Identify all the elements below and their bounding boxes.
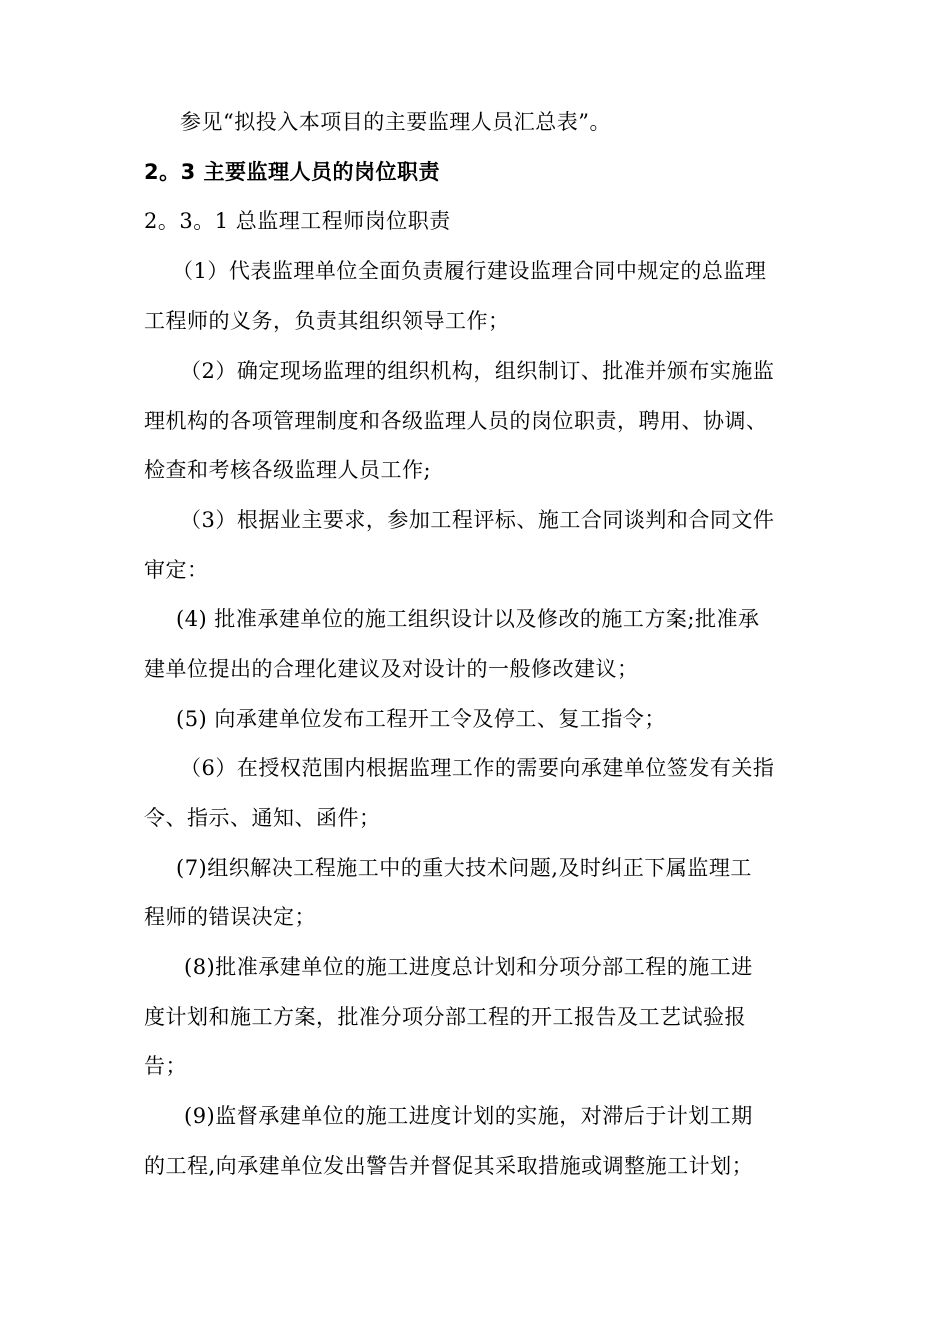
paragraph-3-line-2: 审定： [144, 558, 209, 582]
paragraph-9-line-1: (9)监督承建单位的施工进度计划的实施，对滞后于计划工期 [184, 1104, 753, 1128]
paragraph-5-line-1: (5) 向承建单位发布工程开工令及停工、复工指令； [176, 707, 666, 731]
paragraph-8-line-3: 告； [144, 1054, 187, 1078]
paragraph-8-line-1: (8)批准承建单位的施工进度总计划和分项分部工程的施工进 [184, 955, 753, 979]
paragraph-1-line-1: （1）代表监理单位全面负责履行建设监理合同中规定的总监理 [172, 259, 767, 283]
paragraph-7-line-1: (7)组织解决工程施工中的重大技术问题,及时纠正下属监理工 [176, 856, 752, 880]
paragraph-2-line-3: 检查和考核各级监理人员工作; [144, 458, 432, 482]
paragraph-7-line-2: 程师的错误决定； [144, 905, 316, 929]
section-heading: 2。3 主要监理人员的岗位职责 [144, 160, 441, 184]
paragraph-2-line-1: （2）确定现场监理的组织机构，组织制订、批准并颁布实施监 [180, 359, 775, 383]
paragraph-1-line-2: 工程师的义务，负责其组织领导工作； [144, 309, 510, 333]
paragraph-3-line-1: （3）根据业主要求，参加工程评标、施工合同谈判和合同文件 [180, 508, 775, 532]
paragraph-2-line-2: 理机构的各项管理制度和各级监理人员的岗位职责，聘用、协调、 [144, 409, 768, 433]
paragraph-4-line-2: 建单位提出的合理化建议及对设计的一般修改建议； [144, 657, 639, 681]
paragraph-6-line-1: （6）在授权范围内根据监理工作的需要向承建单位签发有关指 [180, 756, 775, 780]
paragraph-9-line-2: 的工程,向承建单位发出警告并督促其采取措施或调整施工计划； [144, 1154, 754, 1178]
reference-text: 参见“拟投入本项目的主要监理人员汇总表”。 [180, 110, 611, 134]
paragraph-4-line-1: (4) 批准承建单位的施工组织设计以及修改的施工方案;批准承 [176, 607, 760, 631]
paragraph-6-line-2: 令、指示、通知、函件； [144, 806, 381, 830]
subsection-heading: 2。3。1 总监理工程师岗位职责 [144, 209, 451, 233]
paragraph-8-line-2: 度计划和施工方案，批准分项分部工程的开工报告及工艺试验报 [144, 1005, 746, 1029]
